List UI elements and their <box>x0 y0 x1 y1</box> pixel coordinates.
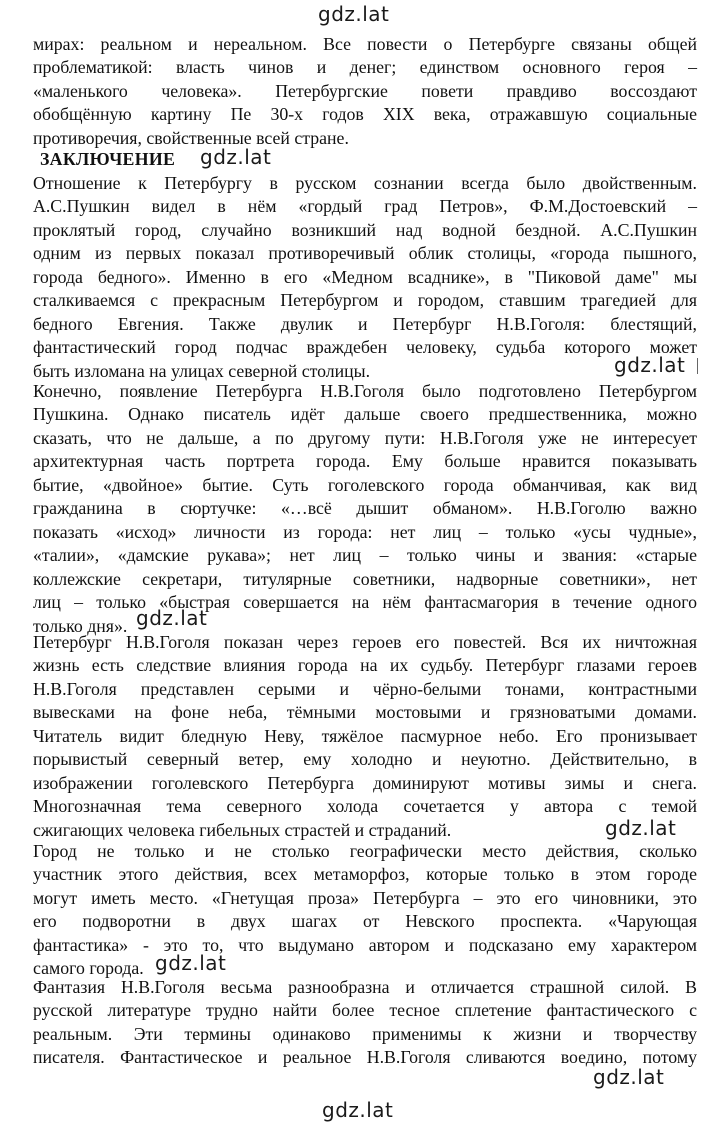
text-line: «талии», «дамские рукава»; нет лиц – только чины и звания: «старые <box>33 545 697 566</box>
paragraph <box>33 380 697 638</box>
section-heading: ЗАКЛЮЧЕНИЕ <box>40 149 176 169</box>
text-line: только дня». <box>33 615 128 636</box>
text-line: русской литературе трудно найти более тесное сплетение фантастического с <box>33 1000 697 1021</box>
text-line: Отношение к Петербургу в русском сознании всегда было двойственным. <box>33 173 697 193</box>
text-line: Петербург Н.В.Гоголя показан через героев его повестей. Вся их ничтожная <box>33 632 697 652</box>
text-line: быть изломана на улицах северной столицы. <box>33 360 371 381</box>
text-line: сказать, что не дальше, а по другому пути: Н.В.Гоголя уже не интересует <box>33 427 697 448</box>
text-line: мирах: реальном и нереальном. Все повести о Петербурге связаны общей <box>33 34 697 54</box>
text-line: Фантазия Н.В.Гоголя весьма разнообразна и отличается страшной силой. В <box>33 977 697 997</box>
text-line: Пушкина. Однако писатель идёт дальше своего предшественника, можно <box>33 404 697 425</box>
text-line: Город не только и не столько географически место действия, сколько <box>33 841 697 861</box>
text-line: проклятый город, случайно возникший над водной бездной. А.С.Пушкин <box>33 219 697 240</box>
watermark: gdz.lat <box>322 1098 394 1122</box>
watermark: gdz.lat <box>605 816 677 840</box>
text-line: обобщённую картину Пе 30-х годов XIX века, отражавшую социальные <box>33 104 697 125</box>
text-line: противоречия, свойственные всей стране. <box>33 127 349 148</box>
scan-edge-mark <box>697 358 698 374</box>
text-line: реальным. Эти термины одинаково применимы к жизни и творчеству <box>33 1023 697 1044</box>
watermark: gdz.lat <box>136 606 208 630</box>
text-line: фантастический город подчас враждебен человеку, судьба которого может <box>33 337 697 358</box>
text-line: сталкиваемся с прекрасным Петербургом и городом, ставшим трагедией для <box>33 290 697 311</box>
paragraph <box>33 840 697 981</box>
text-line: вывесками на фоне неба, тёмными мостовыми и грязноватыми домами. <box>33 702 697 723</box>
paragraph <box>33 976 697 1070</box>
text-line: жизнь есть следствие влияния города на их судьбу. Петербург глазами героев <box>33 655 697 676</box>
text-line: фантастика» - это то, что выдумано автором и подсказано ему характером <box>33 934 697 955</box>
text-line: «маленького человека». Петербургские повети правдиво воссоздают <box>33 80 697 101</box>
paragraph <box>33 172 697 383</box>
text-line: сжигающих человека гибельных страстей и страданий. <box>33 819 452 840</box>
text-line: лиц – только «быстрая совершается на нём фантасмагория в течение одного <box>33 592 697 613</box>
text-line: Читатель видит бледную Неву, тяжёлое пасмурное небо. Его пронизывает <box>33 725 697 746</box>
paragraph <box>33 631 697 842</box>
text-line: изображении гоголевского Петербурга доминируют мотивы зимы и снега. <box>33 772 697 793</box>
text-line: Конечно, появление Петербурга Н.В.Гоголя было подготовлено Петербургом <box>33 381 697 401</box>
text-line: показать «исход» личности из города: нет лиц – только «усы чудные», <box>33 521 697 542</box>
text-line: А.С.Пушкин видел в нём «гордый град Петров», Ф.М.Достоевский – <box>33 196 697 217</box>
text-line: писателя. Фантастическое и реальное Н.В.Гоголя сливаются воедино, потому <box>33 1047 697 1068</box>
watermark: gdz.lat <box>155 951 227 975</box>
watermark: gdz.lat <box>593 1065 665 1089</box>
text-line: бытие, «двойное» бытие. Суть гоголевского города обманчивая, как вид <box>33 474 697 495</box>
text-line: одним из первых показал противоречивый облик столицы, «города пышного, <box>33 243 697 264</box>
text-line: Н.В.Гоголя представлен серыми и чёрно-белыми тонами, контрастными <box>33 678 697 699</box>
text-line: могут иметь место. «Гнетущая проза» Петербурга – это его чиновники, это <box>33 887 697 908</box>
text-line: проблематикой: власть чинов и денег; единством основного героя – <box>33 57 697 78</box>
watermark: gdz.lat <box>318 2 390 26</box>
text-line: участник этого действия, всех метаморфоз, которые только в этом городе <box>33 864 697 885</box>
text-line: порывистый северный ветер, ему холодно и неуютно. Действительно, в <box>33 749 697 770</box>
text-line: архитектурная часть портрета города. Ему больше нравится показывать <box>33 451 697 472</box>
watermark: gdz.lat <box>614 353 686 377</box>
text-line: Многозначная тема северного холода сочетается у автора с темой <box>33 796 697 817</box>
text-line: города бедного». Именно в его «Медном всаднике», в "Пиковой даме" мы <box>33 266 697 287</box>
intro-paragraph <box>33 33 697 150</box>
watermark: gdz.lat <box>200 145 272 169</box>
text-line: бедного Евгения. Также двулик и Петербург Н.В.Гоголя: блестящий, <box>33 313 697 334</box>
text-line: гражданина в сюртучке: «…всё дышит обманом». Н.В.Гоголю важно <box>33 498 697 519</box>
text-line: самого города. <box>33 958 144 979</box>
text-line: коллежские секретари, титулярные советники, надворные советники», нет <box>33 568 697 589</box>
text-line: его подворотни в двух шагах от Невского проспекта. «Чарующая <box>33 911 697 932</box>
